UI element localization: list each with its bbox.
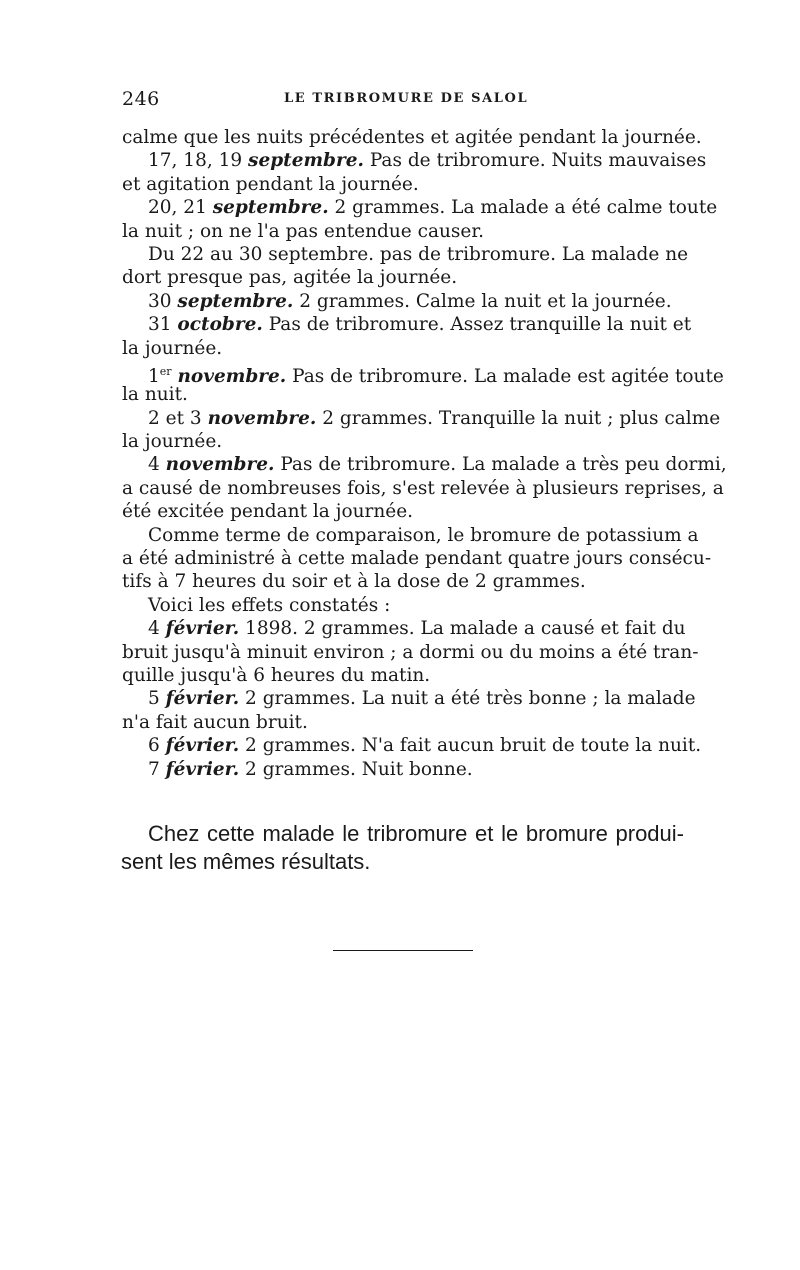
text-line [122,477,724,500]
text-run: Pas de tribromure. La malade est agitée toute [286,365,724,387]
text-run: 6 [148,735,166,757]
date-label: février. [165,688,240,710]
text-line [122,453,727,476]
text-run: 30 [148,290,178,312]
text-line [122,524,699,547]
text-line [122,149,707,172]
page-number: 246 [122,88,160,110]
date-label: novembre. [207,407,317,429]
end-rule [333,950,473,951]
text-run: la journée. [122,337,223,359]
date-label: septembre. [248,150,364,172]
text-run: la nuit ; on ne l'a pas entendue causer. [122,220,485,242]
text-line [122,290,680,313]
conclusion-line: sent les mêmes résultats. [121,849,371,874]
text-line [122,664,680,687]
text-run: 17, 18, 19 [148,150,249,172]
date-label: septembre. [177,290,294,312]
text-run: Du 22 au 30 septembre. pas de tribromure. La malade ne [148,243,689,265]
text-line [122,430,680,453]
text-run: 2 grammes. Tranquille la nuit ; plus calme [316,407,721,429]
text-line [122,313,692,336]
text-run: 4 [148,454,166,476]
text-line [122,243,689,266]
text-run: 2 grammes. La nuit a été très bonne ; la malade [239,688,696,710]
text-run: 5 [148,688,166,710]
text-run: et agitation pendant la journée. [122,173,419,195]
text-line [122,641,699,664]
date-label: novembre. [165,454,275,476]
text-line [122,758,680,781]
text-run: Pas de tribromure. Assez tranquille la nuit et [262,314,692,336]
text-line [122,500,680,523]
text-run: n'a fait aucun bruit. [122,711,308,733]
text-run: 7 [148,758,166,780]
text-run: 2 grammes. N'a fait aucun bruit de toute la nuit. [239,735,702,757]
text-line [122,570,680,593]
text-run: Comme terme de comparaison, le bromure de potassium a [148,524,699,546]
text-run: 4 [148,618,166,640]
text-line [122,266,680,289]
text-run: été excitée pendant la journée. [122,501,414,523]
text-run: Pas de tribromure. La malade a très peu dormi, [274,454,727,476]
text-run: a causé de nombreuses fois, s'est relevée à plusieurs reprises, a [122,477,724,499]
text-line [122,407,721,430]
conclusion-paragraph [121,820,684,876]
text-line [122,196,718,219]
date-label: septembre. [212,197,329,219]
text-run: quille jusqu'à 6 heures du matin. [122,664,431,686]
text-line [122,547,712,570]
text-line [122,337,680,360]
text-run: 31 [148,314,178,336]
text-line [122,220,680,243]
date-label: février. [165,735,240,757]
text-run: tifs à 7 heures du soir et à la dose de 2 grammes. [122,571,586,593]
conclusion-line: Chez cette malade le tribromure et le bromure produi- [148,821,684,846]
text-line [122,173,680,196]
text-run: calme que les nuits précédentes et agitée pendant la journée. [122,127,702,148]
text-run: la journée. [122,431,223,453]
text-run: Pas de tribromure. Nuits mauvaises [363,150,707,172]
text-line [122,360,724,387]
text-run: a été administré à cette malade pendant quatre jours consécu- [122,548,712,570]
running-head: LE TRIBROMURE DE SALOL [284,91,529,106]
text-line [122,617,686,640]
text-run: bruit jusqu'à minuit environ ; a dormi ou du moins a été tran- [122,641,699,663]
text-run: 1898. 2 grammes. La malade a causé et fait du [239,618,686,640]
text-line [122,687,696,710]
date-label: octobre. [177,314,263,336]
body-text [122,126,727,781]
text-line [122,594,680,617]
date-label: novembre. [177,365,287,387]
text-run: 20, 21 [148,197,213,219]
text-run: 1 [148,365,160,387]
text-run: 2 et 3 [148,407,208,429]
date-label: février. [165,758,240,780]
text-run: la nuit. [122,384,188,406]
page-header [122,88,682,114]
text-run: 2 grammes. La malade a été calme toute [328,197,718,219]
text-run: 2 grammes. Nuit bonne. [239,758,473,780]
text-line [122,734,702,757]
superscript: er [159,364,172,378]
text-line [122,126,702,149]
text-run: dort presque pas, agitée la journée. [122,267,458,289]
text-run: 2 grammes. Calme la nuit et la journée. [293,290,672,312]
date-label: février. [165,618,240,640]
text-line [122,711,680,734]
text-run: Voici les effets constatés : [148,594,391,616]
